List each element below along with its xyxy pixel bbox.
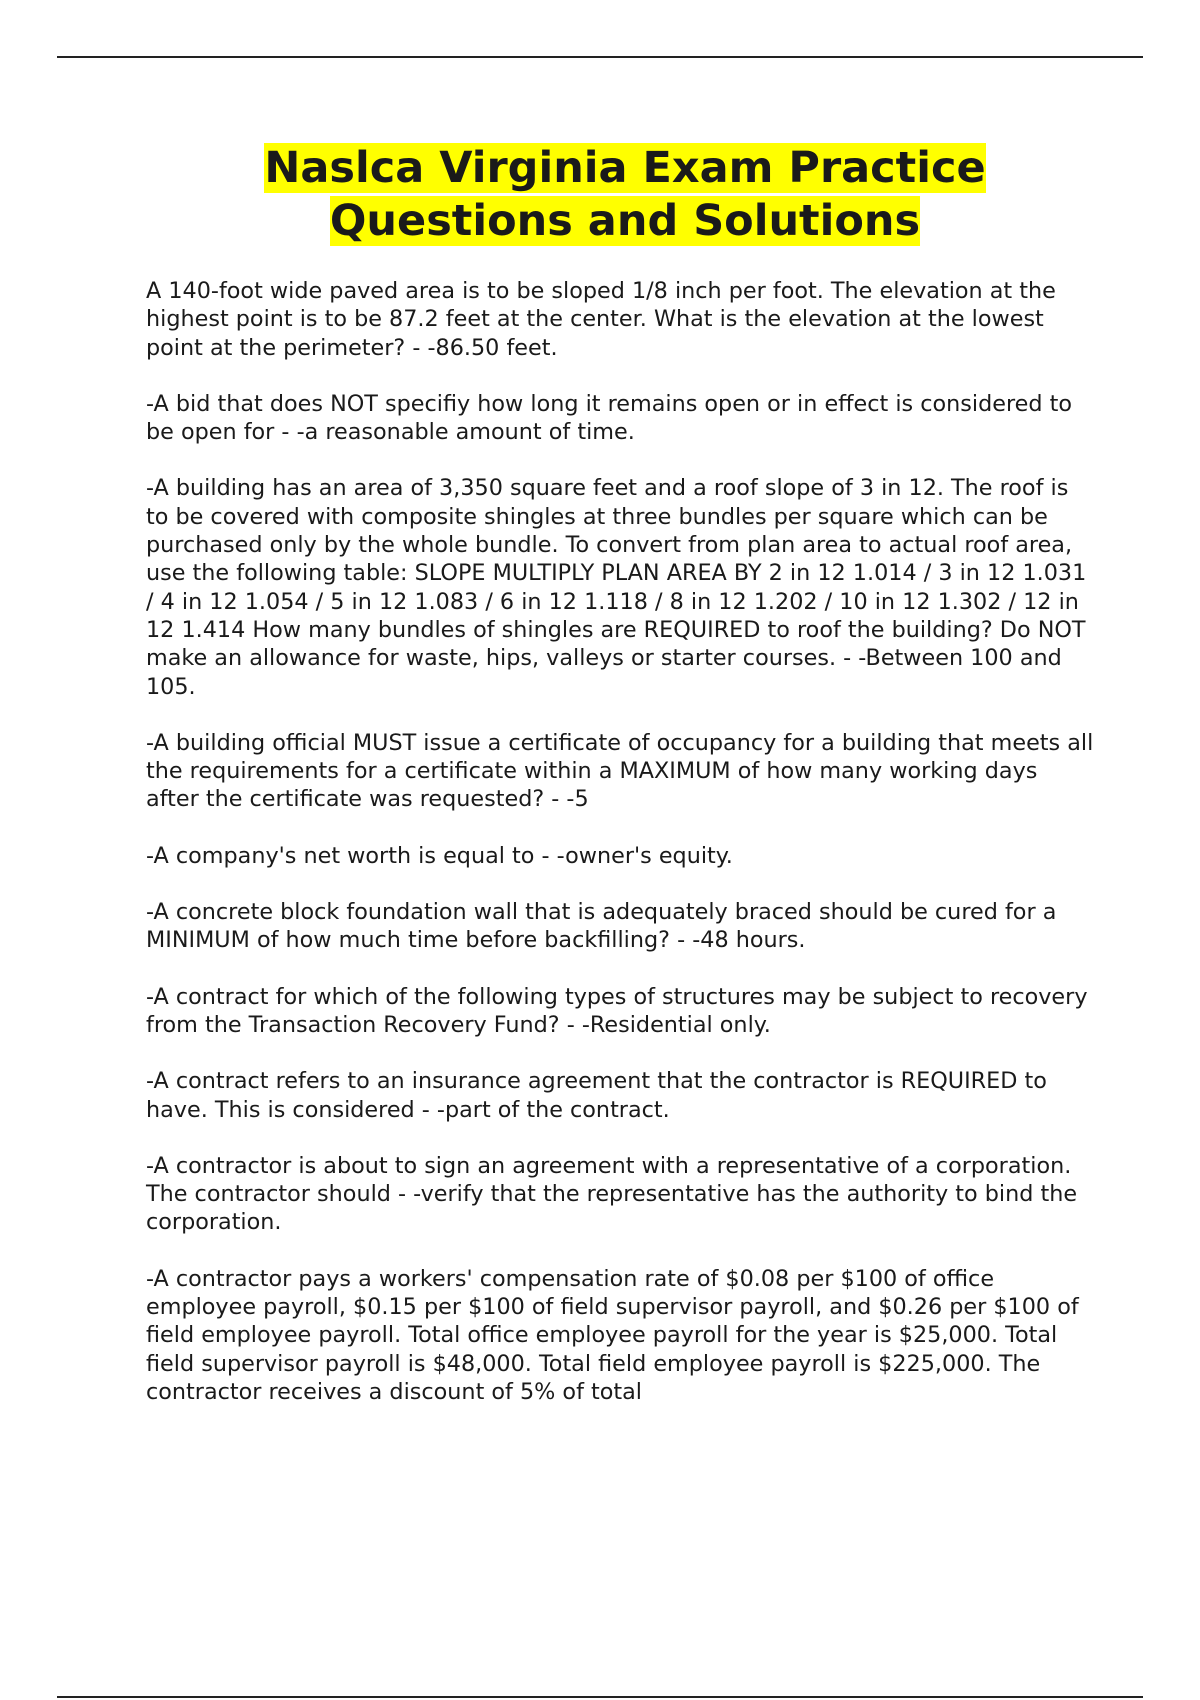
title-line-2: Questions and Solutions — [329, 196, 921, 246]
qa-item: -A contractor pays a workers' compensation rate of $0.08 per $100 of office employee payroll, $0.15 per $100 of field supervisor payroll, and $0.26 per $100 of field employee payroll. Total office employee payroll for the year is $25,000. Total field supervisor payroll is $48,000. Total field employee payroll is $225,000. The contractor receives a discount of 5% of total — [146, 1265, 1079, 1405]
page-title — [100, 142, 1150, 248]
qa-item: A 140-foot wide paved area is to be sloped 1/8 inch per foot. The elevation at the highest point is to be 87.2 feet at the center. What is the elevation at the lowest point at the perimeter? - -86.50 feet. — [146, 278, 1056, 361]
qa-list — [146, 277, 1096, 1434]
qa-item: -A contract for which of the following types of structures may be subject to recovery from the Transaction Recovery Fund? - -Residential only. — [146, 983, 1088, 1038]
qa-item: -A company's net worth is equal to - -owner's equity. — [146, 842, 733, 869]
qa-item: -A concrete block foundation wall that is adequately braced should be cured for a MINIMUM of how much time before backfilling? - -48 hours. — [146, 899, 1057, 954]
qa-item: -A contract refers to an insurance agreement that the contractor is REQUIRED to have. This is considered - -part of the contract. — [146, 1068, 1047, 1123]
bottom-divider — [57, 1696, 1143, 1698]
qa-item: -A building has an area of 3,350 square feet and a roof slope of 3 in 12. The roof is to be covered with composite shingles at three bundles per square which can be purchased only by the whole bundle. To convert from plan area to actual roof area, use the following table: SLOPE MULTIPLY PLAN AREA BY 2 in 12 1.014 / 3 in 12 1.031 / 4 in 12 1.054 / 5 in 12 1.083 / 6 in 12 1.118 / 8 in 12 1.202 / 10 in 12 1.302 / 12 in 12 1.414 How many bundles of shingles are REQUIRED to roof the building? Do NOT make an allowance for waste, hips, valleys or starter courses. - -Between 100 and 105. — [146, 475, 1087, 700]
qa-item: -A building official MUST issue a certificate of occupancy for a building that meets all the requirements for a certificate within a MAXIMUM of how many working days after the certificate was requested? - -5 — [146, 729, 1094, 813]
qa-item: -A contractor is about to sign an agreement with a representative of a corporation. The contractor should - -verify that the representative has the authority to bind the corporation. — [146, 1152, 1078, 1236]
qa-item: -A bid that does NOT specifiy how long it remains open or in effect is considered to be open for - -a reasonable amount of time. — [146, 390, 1072, 446]
title-line-1: Naslca Virginia Exam Practice — [264, 143, 986, 193]
top-divider — [57, 56, 1143, 58]
